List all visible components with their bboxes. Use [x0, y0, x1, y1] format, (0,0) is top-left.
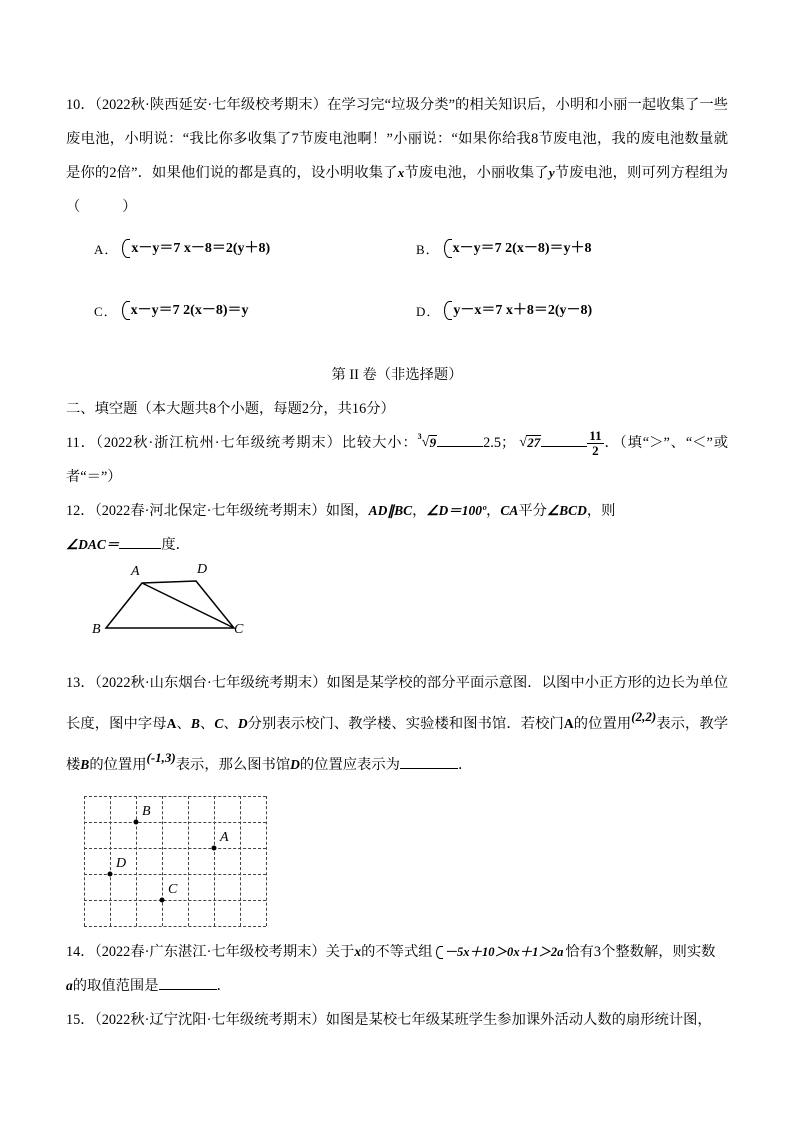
choice-c-label: C． [94, 304, 118, 319]
question-11-source: （2022秋·浙江杭州·七年级统考期末） [95, 435, 342, 451]
grid-point-b [134, 820, 139, 825]
grid-line-vertical [214, 796, 215, 926]
square-root-27: √ 27 [519, 435, 541, 450]
choice-d-system [442, 300, 592, 321]
question-11-text-before: 比较大小： [341, 435, 418, 451]
question-13-text-1: 如图是某学校的部分平面示意图．以图中小正方形的边长为单位长度，图中字母 [66, 675, 729, 732]
question-14-source: （2022春·广东湛江·七年级校考期末） [94, 944, 326, 960]
question-11-middle: 2.5； [483, 435, 516, 451]
grid-line-vertical [136, 796, 137, 926]
grid-point-c [160, 898, 165, 903]
grid-label-c: C [168, 882, 178, 897]
choice-a-label: A． [94, 242, 119, 257]
grid-line-horizontal [84, 822, 266, 823]
grid-point-a [212, 846, 217, 851]
choice-c[interactable] [94, 300, 249, 321]
grid-box [84, 796, 266, 926]
question-13 [66, 666, 728, 782]
question-15-text-1: 如图是某校七年级某班学生参加课外活动人数的扇形统计图， [325, 1012, 712, 1028]
choice-d[interactable] [416, 300, 592, 321]
question-13-letter-d2: D [290, 757, 300, 772]
question-10-number: 10． [66, 97, 95, 113]
choice-d-label: D． [416, 304, 441, 319]
question-14-text-5: ． [216, 978, 231, 994]
question-13-text-3: 的位置用 [573, 716, 632, 732]
trapezoid-label-b: B [92, 622, 101, 637]
question-12-angle-d: ∠D＝100º [426, 503, 487, 518]
trapezoid-svg [84, 568, 284, 648]
question-12-angle-dac: ∠DAC＝ [66, 537, 120, 552]
question-10-var-x: x [397, 165, 405, 180]
grid-line-horizontal [84, 926, 266, 927]
cube-root-9: 3 √ 9 [417, 432, 437, 450]
question-14-text-2: 的不等式组 [361, 944, 433, 960]
question-13-text-6: 表示，那么图书馆 [175, 757, 291, 773]
question-12-text-3: ， [486, 503, 501, 519]
question-14 [66, 935, 728, 1003]
question-13-text-4: 表示，教学楼 [66, 716, 729, 773]
question-10-text-3: 节废电池，则可列方程组为（ [66, 165, 729, 215]
question-11-blank-1[interactable] [437, 446, 483, 447]
question-15-number: 15． [66, 1012, 95, 1028]
question-12-ad-parallel-bc: AD∥BC [368, 503, 413, 518]
choice-d-line-1: y－x＝7 [453, 303, 503, 318]
choice-b-system [442, 238, 592, 259]
grid-line-horizontal [84, 848, 266, 849]
question-11 [66, 426, 728, 494]
question-10-text-1: 在学习完“垃圾分类”的相关知识后，小明和小丽一起收集了一些废电池，小明说：“我比你多收集了7节废电池啊！”小丽说：“如果你给我8节废电池，我的废电池数量就是你的2倍”．如果他们说的都是真的，设小明收集了 [66, 97, 728, 181]
question-14-var-x: x [354, 944, 362, 959]
question-13-coord-a: (2,2) [631, 709, 657, 724]
choice-a-line-2: x－8＝2(y＋8) [183, 241, 271, 256]
grid-line-horizontal [84, 900, 266, 901]
question-14-blank[interactable] [159, 989, 217, 990]
question-11-blank-2[interactable] [541, 446, 587, 447]
grid-line-horizontal [84, 796, 266, 797]
question-14-ineq-line-1: －5x＋10＞0 [444, 945, 514, 960]
choice-a-line-1: x－y＝7 [131, 241, 181, 256]
question-13-source: （2022秋·山东烟台·七年级统考期末） [94, 675, 327, 691]
question-13-comma-2: 、 [199, 716, 215, 732]
question-13-letter-b2: B [80, 757, 90, 772]
question-12-number: 12． [66, 503, 95, 519]
question-12-text-4: 平分 [518, 503, 547, 519]
question-13-letter-a: A [166, 716, 177, 731]
choice-a[interactable] [94, 238, 270, 259]
choice-b[interactable] [416, 238, 592, 259]
trapezoid-label-a: A [131, 564, 140, 579]
trapezoid-label-d: D [197, 562, 208, 577]
grid-label-a: A [220, 830, 229, 845]
question-11-text-after: ．（填“＞”、“＜”或者“＝”） [66, 435, 728, 485]
page-content [66, 88, 728, 1037]
question-12-blank[interactable] [119, 548, 161, 549]
question-13-number: 13． [66, 675, 95, 691]
question-12-text-5: ，则 [586, 503, 616, 519]
grid-line-vertical [84, 796, 85, 926]
choice-b-line-1: x－y＝7 [452, 241, 502, 256]
question-14-text-3: 恰有3个整数解，则实数 [565, 944, 716, 960]
question-13-text-8: ． [457, 757, 473, 773]
question-13-letter-a2: A [563, 716, 574, 731]
question-12-ca: CA [500, 503, 519, 518]
question-11-number: 11． [66, 435, 96, 451]
choice-d-line-2: x＋8＝2(y－8) [505, 303, 593, 318]
question-15 [66, 1003, 728, 1037]
question-13-coord-b: (-1,3) [146, 750, 176, 765]
grid-line-vertical [162, 796, 163, 926]
question-14-number: 14． [66, 944, 95, 960]
question-13-comma-1: 、 [176, 716, 191, 732]
question-12 [66, 494, 728, 562]
question-12-text-1: 如图， [325, 503, 369, 519]
question-10-choices [66, 238, 728, 350]
choice-a-system [120, 238, 270, 259]
question-12-text-2: ， [412, 503, 427, 519]
question-13-blank[interactable] [400, 768, 458, 769]
question-13-comma-3: 、 [223, 716, 238, 732]
question-12-text-6: 度． [161, 537, 190, 553]
choice-c-system [120, 300, 249, 321]
question-13-letter-d: D [237, 716, 248, 731]
question-13-text-2: 分别表示校门、教学楼、实验楼和图书馆．若校门 [247, 716, 564, 732]
question-13-text-5: 的位置用 [89, 757, 147, 773]
grid-line-vertical [266, 796, 267, 926]
section-heading: 二、填空题（本大题共8个小题，每题2分，共16分） [66, 401, 395, 417]
school-map-grid-figure [84, 796, 266, 927]
fraction-eleven-halves: $\frac{11}{2}$ [589, 428, 602, 458]
question-12-angle-bcd: ∠BCD [546, 503, 587, 518]
choice-b-label: B． [416, 242, 440, 257]
question-10-source: （2022秋·陕西延安·七年级校考期末） [94, 97, 328, 113]
question-14-var-a: a [66, 978, 73, 993]
grid-line-vertical [240, 796, 241, 926]
grid-line-vertical [110, 796, 111, 926]
question-10-var-y: y [548, 165, 555, 180]
trapezoid-label-c: C [234, 622, 244, 637]
question-10 [66, 88, 728, 224]
choice-c-line-1: x－y＝7 [130, 303, 180, 318]
trapezoid-figure [84, 562, 334, 656]
choice-b-line-2: 2(x－8)＝y＋8 [505, 241, 592, 256]
question-13-text-7: 的位置应表示为 [299, 757, 400, 773]
grid-label-d: D [116, 856, 127, 871]
question-14-text-4: 的取值范围是 [72, 978, 159, 994]
question-10-text-4: ） [122, 199, 137, 215]
question-14-inequality-system [435, 945, 564, 960]
question-14-text-1: 关于 [325, 944, 355, 960]
question-13-letter-b: B [190, 716, 200, 731]
grid-line-vertical [188, 796, 189, 926]
question-14-ineq-line-2: x＋1＞2a [513, 945, 564, 960]
grid-label-b: B [142, 804, 151, 819]
choice-c-line-2: 2(x－8)＝y [183, 303, 249, 318]
question-15-source: （2022秋·辽宁沈阳·七年级统考期末） [94, 1012, 326, 1028]
question-10-text-2: 节废电池，小丽收集了 [404, 165, 549, 181]
question-12-source: （2022春·河北保定·七年级统考期末） [94, 503, 326, 519]
grid-point-d [108, 872, 113, 877]
volume-heading: 第 II 卷（非选择题） [331, 367, 463, 383]
question-13-letter-c: C [214, 716, 224, 731]
